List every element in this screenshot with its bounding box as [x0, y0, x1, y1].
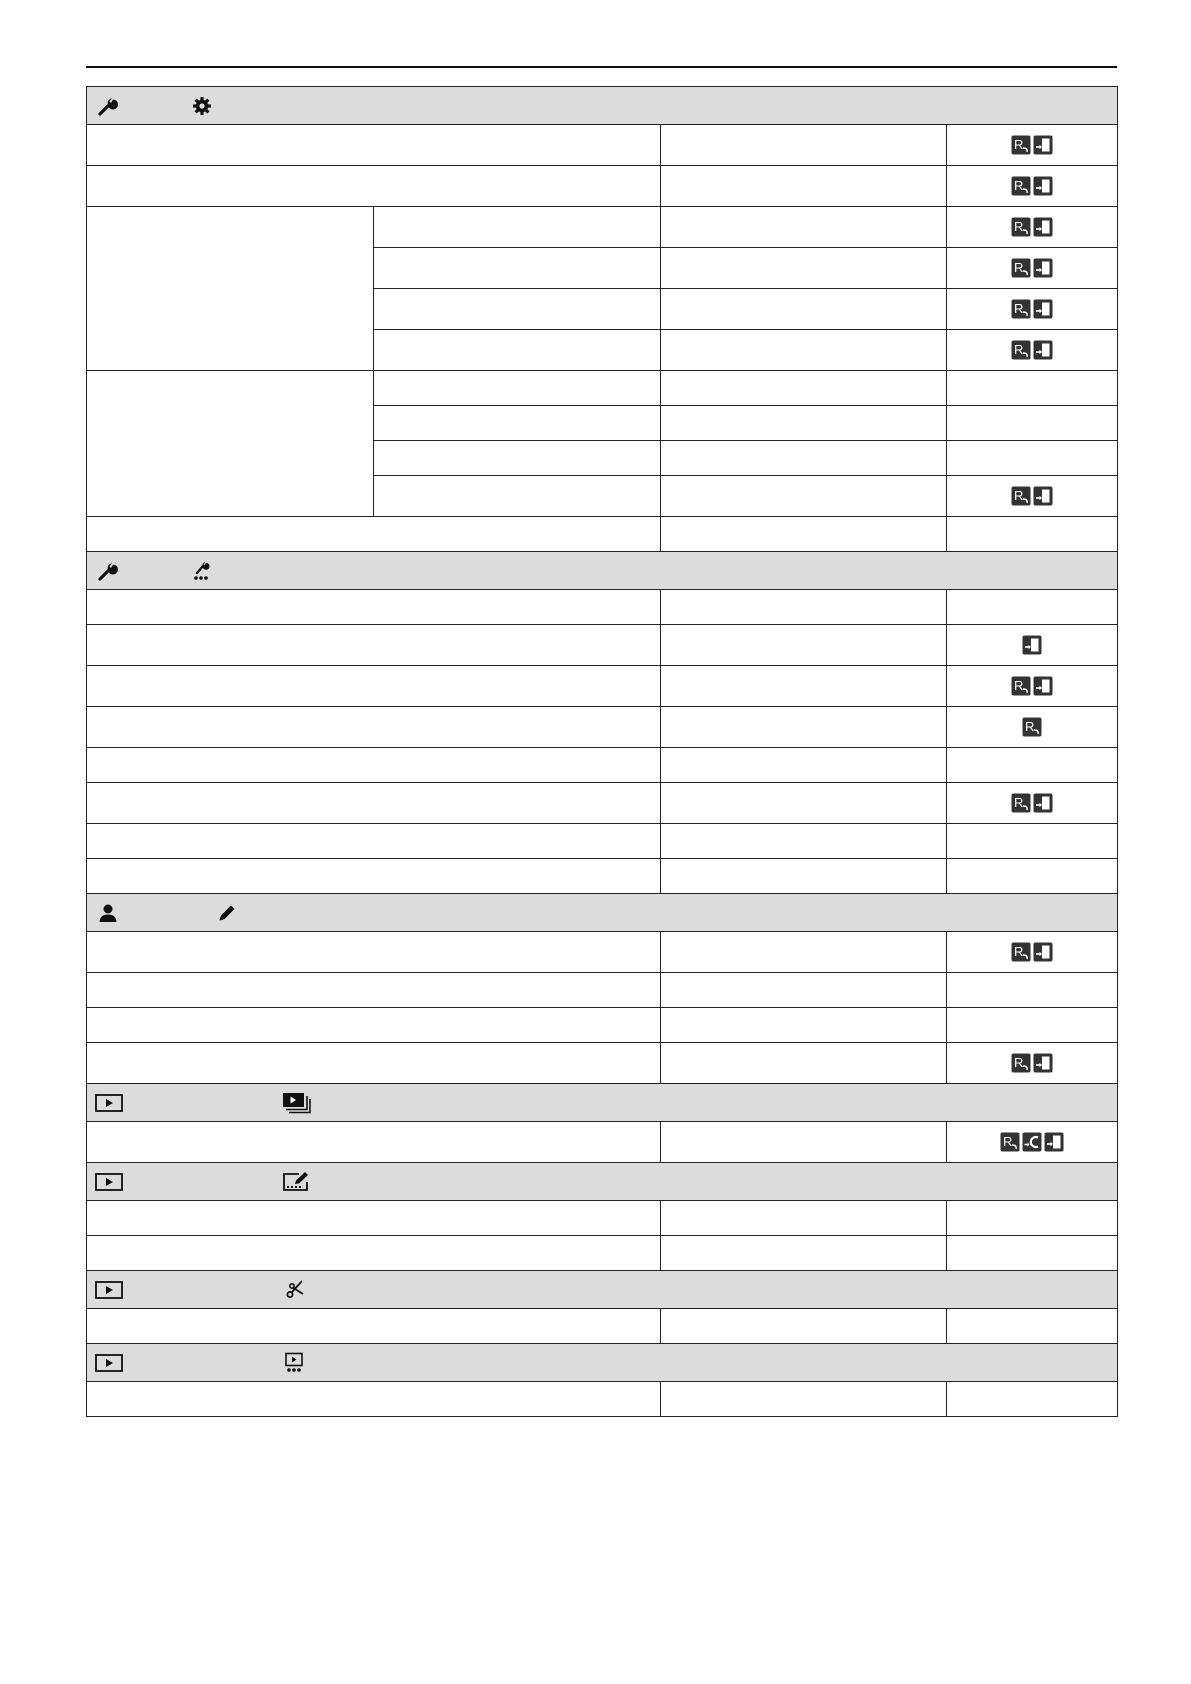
svg-text:R: R: [1014, 219, 1024, 234]
setting-subname-cell: [374, 441, 661, 476]
setting-group-cell: [87, 371, 374, 517]
reset-save-cell: [947, 441, 1118, 476]
pencil-icon: [214, 902, 240, 924]
scissors-icon: [282, 1279, 308, 1301]
table-row: [87, 1008, 1118, 1043]
save-icon: [1033, 135, 1053, 155]
reset-save-cell: [947, 1382, 1118, 1417]
setting-name-cell: [87, 748, 661, 783]
setting-value-cell: [661, 859, 947, 894]
setting-subname-cell: [374, 289, 661, 330]
table-row: [87, 707, 1118, 748]
table-row: [87, 166, 1118, 207]
setting-subname-cell: [374, 207, 661, 248]
setting-value-cell: [661, 1309, 947, 1344]
reset-icon: [1011, 135, 1031, 155]
setting-value-cell: [661, 1236, 947, 1271]
person-icon: [95, 902, 121, 924]
svg-text:R: R: [1003, 1134, 1013, 1149]
save-icon: [1033, 258, 1053, 278]
setting-name-cell: [87, 859, 661, 894]
setting-name-cell: [87, 783, 661, 824]
table-row: [87, 207, 1118, 248]
play-icon: [95, 1171, 123, 1193]
table-row: [87, 125, 1118, 166]
setting-name-cell: [87, 517, 661, 552]
reset-save-cell: [947, 517, 1118, 552]
gear-icon: [189, 95, 215, 117]
reset-icon: [1011, 176, 1031, 196]
svg-text:R: R: [1014, 795, 1024, 810]
reset-icon: [1011, 299, 1031, 319]
setting-name-cell: [87, 1309, 661, 1344]
setting-name-cell: [87, 625, 661, 666]
section-header-setup-other: [87, 552, 1118, 590]
reset-save-cell: [947, 625, 1118, 666]
setting-value-cell: [661, 1008, 947, 1043]
section-header-playback-process: [87, 1163, 1118, 1201]
setting-value-cell: [661, 1382, 947, 1417]
reset-save-cell: [947, 707, 1118, 748]
reset-icon: [1011, 340, 1031, 360]
reset-save-cell: [947, 248, 1118, 289]
setting-subname-cell: [374, 406, 661, 441]
reset-save-cell: [947, 748, 1118, 783]
reset-icon: [1011, 793, 1031, 813]
setting-name-cell: [87, 166, 661, 207]
reset-save-cell: [947, 1309, 1118, 1344]
svg-text:R: R: [1014, 1055, 1024, 1070]
table-row: [87, 859, 1118, 894]
reset-save-cell: [947, 125, 1118, 166]
setting-value-cell: [661, 973, 947, 1008]
save-icon: [1033, 340, 1053, 360]
setting-group-cell: [87, 207, 374, 371]
setting-value-cell: [661, 248, 947, 289]
save-icon: [1033, 942, 1053, 962]
setting-value-cell: [661, 441, 947, 476]
reset-save-cell: [947, 476, 1118, 517]
settings-table: [86, 86, 1118, 1417]
table-row: [87, 371, 1118, 406]
setting-value-cell: [661, 1201, 947, 1236]
reset-save-cell: [947, 783, 1118, 824]
setting-value-cell: [661, 371, 947, 406]
reset-save-cell: [947, 824, 1118, 859]
setting-value-cell: [661, 125, 947, 166]
reset-save-cell: [947, 330, 1118, 371]
save-icon: [1033, 793, 1053, 813]
save-icon: [1022, 635, 1042, 655]
save-icon: [1033, 1053, 1053, 1073]
save-icon: [1033, 299, 1053, 319]
svg-text:R: R: [1014, 488, 1024, 503]
svg-text:R: R: [1014, 137, 1024, 152]
setting-name-cell: [87, 1236, 661, 1271]
play-dots-icon: [282, 1352, 308, 1374]
section-header-playback-mode: [87, 1084, 1118, 1122]
table-row: [87, 932, 1118, 973]
setting-name-cell: [87, 1008, 661, 1043]
table-row: [87, 517, 1118, 552]
reset-save-cell: [947, 207, 1118, 248]
table-row: [87, 783, 1118, 824]
setting-subname-cell: [374, 330, 661, 371]
reset-save-cell: [947, 590, 1118, 625]
save-icon: [1033, 676, 1053, 696]
copy-icon: [1022, 1132, 1042, 1152]
setting-value-cell: [661, 1122, 947, 1163]
reset-save-cell: [947, 166, 1118, 207]
setting-value-cell: [661, 517, 947, 552]
save-icon: [1033, 217, 1053, 237]
reset-icon: [1011, 217, 1031, 237]
stacked-images-icon: [282, 1092, 312, 1114]
table-row: [87, 824, 1118, 859]
svg-text:R: R: [1014, 178, 1024, 193]
setting-value-cell: [661, 207, 947, 248]
setting-value-cell: [661, 476, 947, 517]
play-icon: [95, 1092, 123, 1114]
reset-icon: [1011, 942, 1031, 962]
setting-name-cell: [87, 125, 661, 166]
setting-name-cell: [87, 824, 661, 859]
setting-value-cell: [661, 748, 947, 783]
setting-name-cell: [87, 707, 661, 748]
reset-save-cell: [947, 1122, 1118, 1163]
reset-save-cell: [947, 666, 1118, 707]
table-row: [87, 1043, 1118, 1084]
table-row: [87, 1382, 1118, 1417]
save-icon: [1033, 176, 1053, 196]
setting-name-cell: [87, 973, 661, 1008]
setting-value-cell: [661, 590, 947, 625]
reset-icon: [1011, 258, 1031, 278]
setting-name-cell: [87, 932, 661, 973]
table-row: [87, 625, 1118, 666]
setting-value-cell: [661, 289, 947, 330]
reset-icon: [1011, 486, 1031, 506]
setting-name-cell: [87, 666, 661, 707]
table-row: [87, 1309, 1118, 1344]
play-icon: [95, 1352, 123, 1374]
reset-save-cell: [947, 973, 1118, 1008]
reset-icon: [1000, 1132, 1020, 1152]
reset-save-cell: [947, 859, 1118, 894]
svg-text:R: R: [1025, 719, 1035, 734]
setting-name-cell: [87, 1201, 661, 1236]
wrench-icon: [95, 560, 121, 582]
svg-text:R: R: [1014, 301, 1024, 316]
table-row: [87, 666, 1118, 707]
svg-text:R: R: [1014, 260, 1024, 275]
setting-value-cell: [661, 707, 947, 748]
setting-value-cell: [661, 824, 947, 859]
reset-save-cell: [947, 289, 1118, 330]
table-row: [87, 748, 1118, 783]
top-rule: [86, 66, 1117, 68]
reset-save-cell: [947, 371, 1118, 406]
setting-name-cell: [87, 1122, 661, 1163]
section-header-my-menu: [87, 894, 1118, 932]
reset-icon: [1022, 717, 1042, 737]
setting-value-cell: [661, 166, 947, 207]
setting-subname-cell: [374, 371, 661, 406]
reset-icon: [1011, 676, 1031, 696]
section-header-playback-other: [87, 1344, 1118, 1382]
setting-value-cell: [661, 330, 947, 371]
save-icon: [1033, 486, 1053, 506]
edit-image-icon: [282, 1171, 312, 1193]
setting-name-cell: [87, 1043, 661, 1084]
save-icon: [1044, 1132, 1064, 1152]
table-row: [87, 1236, 1118, 1271]
table-row: [87, 1201, 1118, 1236]
setting-value-cell: [661, 406, 947, 441]
reset-save-cell: [947, 1043, 1118, 1084]
wrench-dots-icon: [189, 560, 215, 582]
reset-save-cell: [947, 932, 1118, 973]
table-row: [87, 973, 1118, 1008]
setting-name-cell: [87, 590, 661, 625]
setting-subname-cell: [374, 248, 661, 289]
play-icon: [95, 1279, 123, 1301]
section-header-playback-edit: [87, 1271, 1118, 1309]
svg-text:R: R: [1014, 678, 1024, 693]
setting-value-cell: [661, 666, 947, 707]
setting-value-cell: [661, 1043, 947, 1084]
reset-icon: [1011, 1053, 1031, 1073]
table-row: [87, 590, 1118, 625]
svg-text:R: R: [1014, 944, 1024, 959]
reset-save-cell: [947, 1008, 1118, 1043]
reset-save-cell: [947, 406, 1118, 441]
svg-text:R: R: [1014, 342, 1024, 357]
table-row: [87, 1122, 1118, 1163]
setting-value-cell: [661, 625, 947, 666]
setting-value-cell: [661, 932, 947, 973]
reset-save-cell: [947, 1201, 1118, 1236]
reset-save-cell: [947, 1236, 1118, 1271]
section-header-setup-custom: [87, 87, 1118, 125]
setting-value-cell: [661, 783, 947, 824]
setting-subname-cell: [374, 476, 661, 517]
wrench-icon: [95, 95, 121, 117]
setting-name-cell: [87, 1382, 661, 1417]
